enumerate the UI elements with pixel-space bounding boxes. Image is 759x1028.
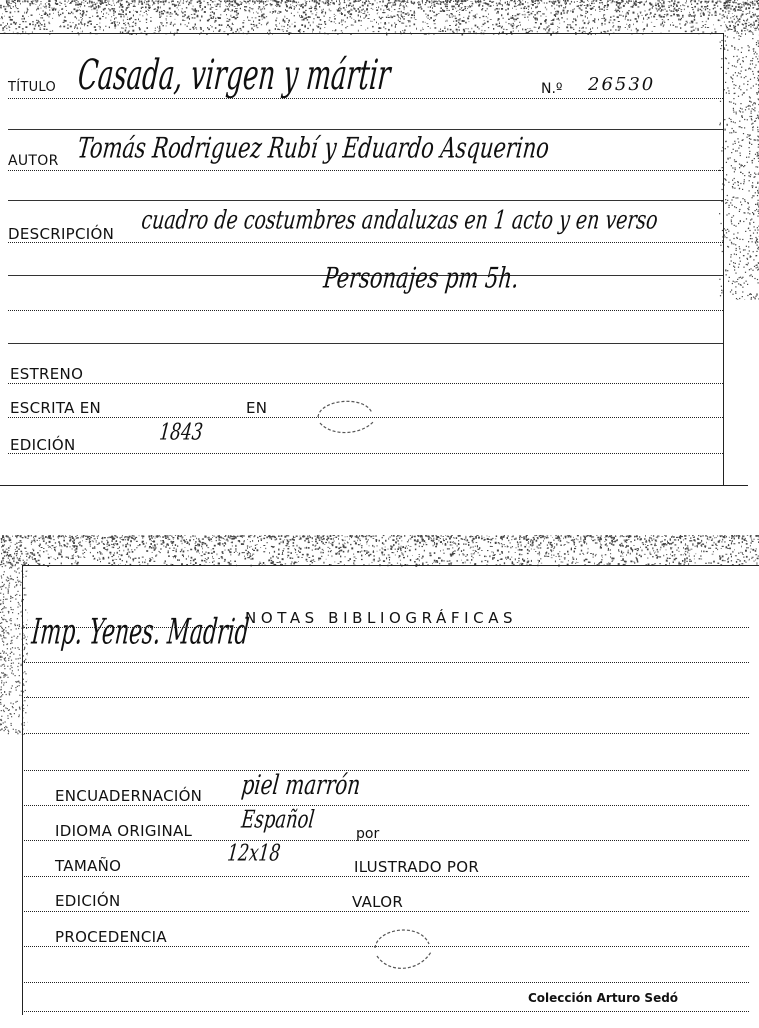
idioma-value: Español <box>240 805 316 834</box>
titulo-rule <box>8 98 723 99</box>
edicion-rule <box>8 453 723 454</box>
back-bottom-rule <box>22 1011 749 1012</box>
valor-label: VALOR <box>352 893 404 911</box>
catalog-card-back <box>0 535 759 1028</box>
estreno-rule <box>8 383 723 384</box>
descripcion-rule <box>8 242 723 243</box>
edicion-value: 1843 <box>158 419 205 446</box>
notas-rule-4 <box>22 733 749 734</box>
tamano-value: 12x18 <box>226 840 282 867</box>
tamano-label: TAMAÑO <box>55 857 122 875</box>
por-label: por <box>356 826 380 842</box>
edicion-label: EDICIÓN <box>10 436 76 454</box>
edicion-back-rule <box>22 911 749 912</box>
escrita-en-label: ESCRITA EN <box>10 399 102 417</box>
punch-hole-front <box>310 391 380 441</box>
back-edicion-label: EDICIÓN <box>55 892 121 910</box>
procedencia-label: PROCEDENCIA <box>55 928 167 946</box>
numero-label: N.º <box>541 81 563 97</box>
coleccion-label: Colección Arturo Sedó <box>528 991 679 1005</box>
en-label: EN <box>246 399 268 417</box>
notas-rule-1 <box>22 627 749 628</box>
descripcion-rule-2 <box>8 310 723 311</box>
notas-heading: NOTAS BIBLIOGRÁFICAS <box>245 609 518 627</box>
back-card-top-border <box>22 565 759 566</box>
idioma-label: IDIOMA ORIGINAL <box>55 822 193 840</box>
card-bottom-border <box>0 485 748 486</box>
autor-value: Tomás Rodriguez Rubí y Eduardo Asquerino <box>76 131 551 164</box>
row-rule-2 <box>8 200 723 201</box>
row-rule-1 <box>8 129 723 130</box>
estreno-label: ESTRENO <box>10 365 84 383</box>
titulo-label: TÍTULO <box>8 80 57 95</box>
notas-rule-3 <box>22 697 749 698</box>
encuadernacion-value: piel marrón <box>240 768 363 801</box>
row-rule-4 <box>8 343 723 344</box>
descripcion-value: cuadro de costumbres andaluzas en 1 acto y en verso <box>140 205 660 235</box>
notas-value: Imp. Yenes. Madrid <box>30 613 251 653</box>
scan-noise-right <box>719 0 759 300</box>
descripcion-value-2: Personajes pm 5h. <box>322 261 521 294</box>
autor-label: AUTOR <box>8 153 59 169</box>
tamano-rule <box>22 876 749 877</box>
back-rule-final <box>22 982 749 983</box>
scan-noise-top <box>0 0 759 40</box>
card-right-border <box>723 33 724 485</box>
ilustrado-label: ILUSTRADO POR <box>354 858 480 876</box>
back-card-left-border <box>22 565 23 1015</box>
descripcion-label: DESCRIPCIÓN <box>8 225 115 243</box>
punch-hole-back <box>365 920 435 978</box>
encuadernacion-rule <box>22 805 749 806</box>
card-top-border <box>0 33 724 34</box>
autor-rule <box>8 170 723 171</box>
notas-rule-2 <box>22 662 749 663</box>
titulo-value: Casada, virgen y mártir <box>76 52 393 100</box>
notas-rule-5 <box>22 770 749 771</box>
numero-value: 26530 <box>588 74 656 95</box>
scan-noise-back-left <box>0 555 28 735</box>
catalog-card-front <box>0 0 759 495</box>
encuadernacion-label: ENCUADERNACIÓN <box>55 787 203 805</box>
idioma-rule <box>22 840 749 841</box>
